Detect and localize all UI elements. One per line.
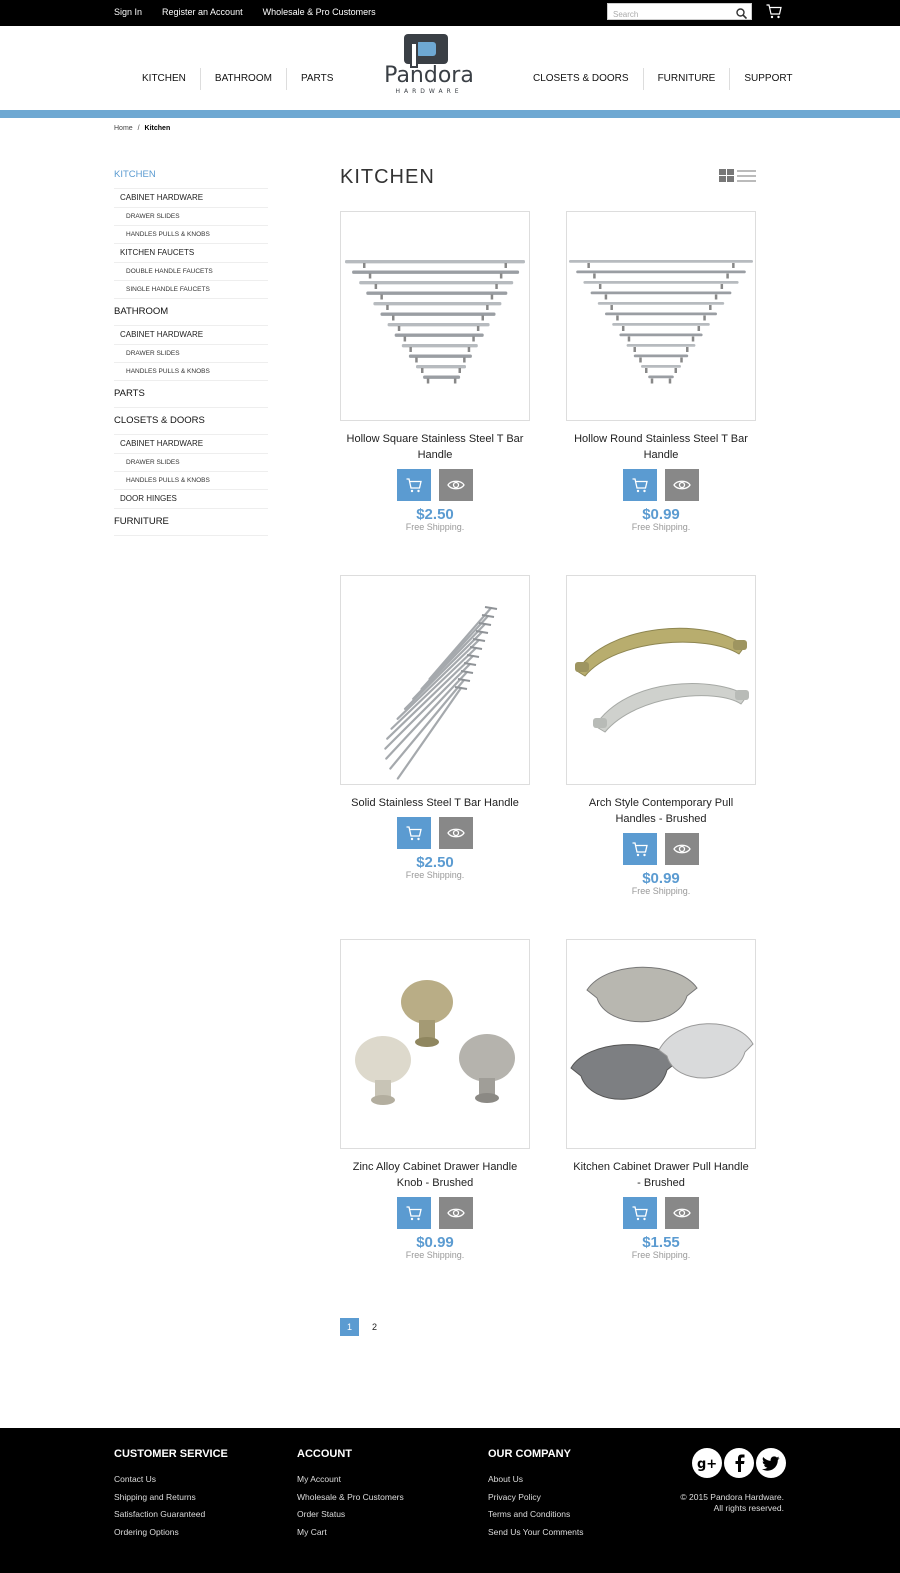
nav-closets-doors[interactable]: CLOSETS & DOORS bbox=[533, 73, 629, 84]
svg-text:g+: g+ bbox=[697, 1457, 717, 1471]
main-nav-right bbox=[519, 68, 807, 90]
nav-support[interactable]: SUPPORT bbox=[729, 68, 806, 90]
main-nav-left bbox=[128, 68, 347, 90]
nav-bathroom[interactable]: BATHROOM bbox=[200, 68, 286, 90]
footer-link[interactable]: About Us bbox=[488, 1474, 523, 1484]
product-name[interactable]: Solid Stainless Steel T Bar Handle bbox=[351, 797, 519, 809]
shipping-note: Free Shipping. bbox=[405, 1250, 465, 1260]
quick-view-button[interactable] bbox=[439, 817, 473, 849]
footer-link[interactable]: Send Us Your Comments bbox=[488, 1526, 584, 1537]
account-links bbox=[114, 0, 376, 24]
pandora-logo[interactable] bbox=[357, 32, 502, 96]
product-image[interactable] bbox=[340, 939, 530, 1149]
sidebar-item[interactable]: DOOR HINGES bbox=[114, 490, 268, 509]
page-link[interactable]: 1 bbox=[340, 1318, 359, 1336]
sidebar-item[interactable]: FURNITURE bbox=[114, 513, 268, 536]
footer-link[interactable]: Contact Us bbox=[114, 1474, 157, 1484]
sidebar-item[interactable]: DOUBLE HANDLE FAUCETS bbox=[114, 263, 268, 281]
footer-link[interactable]: Satisfaction Guaranteed bbox=[114, 1509, 206, 1519]
view-toggles bbox=[719, 169, 756, 188]
copyright-line: © 2015 Pandora Hardware. bbox=[680, 1492, 784, 1502]
footer-link[interactable]: Ordering Options bbox=[114, 1526, 179, 1537]
product-image[interactable] bbox=[340, 211, 530, 421]
product-price: $0.99 bbox=[642, 870, 680, 887]
footer-link[interactable]: My Cart bbox=[297, 1526, 327, 1537]
product-card bbox=[340, 211, 530, 532]
sidebar-item[interactable]: DRAWER SLIDES bbox=[114, 345, 268, 363]
add-to-cart-button[interactable] bbox=[397, 469, 431, 501]
copyright bbox=[680, 1492, 784, 1514]
logo-wordmark: Pandora bbox=[384, 63, 474, 88]
site-header bbox=[0, 26, 900, 112]
shipping-note: Free Shipping. bbox=[631, 1250, 691, 1260]
cart-icon bbox=[406, 478, 422, 493]
product-name[interactable]: Hollow Round Stainless Steel T Bar Handle bbox=[574, 433, 748, 461]
quick-view-button[interactable] bbox=[665, 469, 699, 501]
product-image[interactable] bbox=[566, 575, 756, 785]
facebook-icon[interactable] bbox=[724, 1448, 754, 1478]
footer-heading: OUR COMPANY bbox=[488, 1448, 571, 1460]
search-icon[interactable] bbox=[736, 6, 747, 24]
sidebar-item[interactable]: KITCHEN FAUCETS bbox=[114, 244, 268, 263]
add-to-cart-button[interactable] bbox=[397, 1197, 431, 1229]
grid-view-icon[interactable] bbox=[719, 169, 734, 188]
sidebar-item[interactable]: PARTS bbox=[114, 385, 268, 408]
sidebar-item[interactable]: CABINET HARDWARE bbox=[114, 326, 268, 345]
product-price: $2.50 bbox=[416, 854, 454, 871]
product-price: $2.50 bbox=[416, 506, 454, 523]
add-to-cart-button[interactable] bbox=[623, 833, 657, 865]
footer-link[interactable]: Privacy Policy bbox=[488, 1491, 541, 1502]
top-bar bbox=[0, 0, 900, 26]
footer-link[interactable]: Terms and Conditions bbox=[488, 1509, 571, 1519]
product-card bbox=[340, 575, 530, 880]
eye-icon bbox=[447, 1207, 465, 1219]
google-plus-icon[interactable] bbox=[692, 1448, 722, 1478]
product-price: $0.99 bbox=[416, 1234, 454, 1251]
footer-heading: CUSTOMER SERVICE bbox=[114, 1448, 228, 1460]
product-actions bbox=[566, 469, 756, 501]
shipping-note: Free Shipping. bbox=[631, 522, 691, 532]
cart-icon bbox=[632, 842, 648, 857]
cart-icon bbox=[632, 1206, 648, 1221]
add-to-cart-button[interactable] bbox=[623, 1197, 657, 1229]
cart-icon bbox=[632, 478, 648, 493]
footer-link[interactable]: Wholesale & Pro Customers bbox=[297, 1491, 404, 1502]
sidebar-item[interactable]: BATHROOM bbox=[114, 303, 268, 326]
product-card bbox=[340, 939, 530, 1260]
sidebar-item[interactable]: SINGLE HANDLE FAUCETS bbox=[114, 281, 268, 299]
breadcrumb-home[interactable]: Home bbox=[114, 125, 133, 132]
nav-parts[interactable]: PARTS bbox=[286, 68, 347, 90]
sign-in-link[interactable]: Sign In bbox=[114, 7, 143, 17]
sidebar-item[interactable]: CABINET HARDWARE bbox=[114, 189, 268, 208]
page-title: KITCHEN bbox=[340, 166, 435, 188]
header-accent-bar bbox=[0, 110, 900, 118]
product-image[interactable] bbox=[566, 939, 756, 1149]
quick-view-button[interactable] bbox=[665, 833, 699, 865]
page-link[interactable]: 2 bbox=[371, 1322, 377, 1332]
add-to-cart-button[interactable] bbox=[623, 469, 657, 501]
product-name[interactable]: Hollow Square Stainless Steel T Bar Handle bbox=[346, 433, 524, 461]
search-input[interactable] bbox=[608, 7, 728, 22]
cart-icon[interactable] bbox=[766, 4, 782, 24]
list-view-icon[interactable] bbox=[737, 169, 756, 188]
product-actions bbox=[566, 1197, 756, 1229]
sidebar-item[interactable]: CABINET HARDWARE bbox=[114, 435, 268, 454]
sidebar-item[interactable]: KITCHEN bbox=[114, 166, 268, 189]
sidebar-item[interactable]: CLOSETS & DOORS bbox=[114, 412, 268, 435]
wholesale-link[interactable]: Wholesale & Pro Customers bbox=[262, 7, 376, 17]
product-price: $1.55 bbox=[642, 1234, 680, 1251]
breadcrumb bbox=[114, 125, 170, 132]
eye-icon bbox=[447, 827, 465, 839]
product-name[interactable]: Kitchen Cabinet Drawer Pull Handle - Brushed bbox=[573, 1161, 749, 1189]
product-card bbox=[566, 211, 756, 532]
site-footer bbox=[0, 1428, 900, 1573]
add-to-cart-button[interactable] bbox=[397, 817, 431, 849]
logo-subtext: HARDWARE bbox=[395, 88, 463, 95]
footer-company bbox=[488, 1448, 583, 1541]
twitter-icon[interactable] bbox=[756, 1448, 786, 1478]
eye-icon bbox=[673, 1207, 691, 1219]
product-card bbox=[566, 939, 756, 1260]
product-actions bbox=[340, 1197, 530, 1229]
product-actions bbox=[340, 817, 530, 849]
pagination bbox=[340, 1318, 384, 1336]
eye-icon bbox=[447, 479, 465, 491]
quick-view-button[interactable] bbox=[665, 1197, 699, 1229]
product-image[interactable] bbox=[566, 211, 756, 421]
register-link[interactable]: Register an Account bbox=[162, 7, 243, 17]
nav-kitchen[interactable]: KITCHEN bbox=[142, 73, 186, 84]
eye-icon bbox=[673, 479, 691, 491]
quick-view-button[interactable] bbox=[439, 469, 473, 501]
product-price: $0.99 bbox=[642, 506, 680, 523]
product-name[interactable]: Arch Style Contemporary Pull Handles - Brushed bbox=[588, 797, 734, 825]
footer-link[interactable]: My Account bbox=[297, 1474, 341, 1484]
product-actions bbox=[340, 469, 530, 501]
shipping-note: Free Shipping. bbox=[405, 870, 465, 880]
product-name[interactable]: Zinc Alloy Cabinet Drawer Handle Knob - Brushed bbox=[352, 1161, 518, 1189]
sidebar-item[interactable]: HANDLES PULLS & KNOBS bbox=[114, 472, 268, 490]
sidebar-item[interactable]: DRAWER SLIDES bbox=[114, 208, 268, 226]
breadcrumb-current: Kitchen bbox=[144, 125, 171, 132]
shipping-note: Free Shipping. bbox=[631, 886, 691, 896]
quick-view-button[interactable] bbox=[439, 1197, 473, 1229]
product-actions bbox=[566, 833, 756, 865]
category-sidebar bbox=[114, 162, 268, 536]
copyright-line: All rights reserved. bbox=[713, 1503, 784, 1513]
social-links bbox=[692, 1448, 786, 1478]
breadcrumb-separator: / bbox=[137, 125, 140, 132]
sidebar-item[interactable]: HANDLES PULLS & KNOBS bbox=[114, 363, 268, 381]
footer-link[interactable]: Shipping and Returns bbox=[114, 1491, 196, 1502]
sidebar-item[interactable]: HANDLES PULLS & KNOBS bbox=[114, 226, 268, 244]
nav-furniture[interactable]: FURNITURE bbox=[643, 68, 730, 90]
cart-icon bbox=[406, 826, 422, 841]
search-box bbox=[607, 3, 752, 20]
product-card bbox=[566, 575, 756, 896]
footer-customer-service bbox=[114, 1448, 228, 1541]
cart-icon bbox=[406, 1206, 422, 1221]
sidebar-item[interactable]: DRAWER SLIDES bbox=[114, 454, 268, 472]
shipping-note: Free Shipping. bbox=[405, 522, 465, 532]
footer-account bbox=[297, 1448, 404, 1541]
eye-icon bbox=[673, 843, 691, 855]
footer-heading: ACCOUNT bbox=[297, 1448, 352, 1460]
product-image[interactable] bbox=[340, 575, 530, 785]
footer-link[interactable]: Order Status bbox=[297, 1509, 346, 1519]
